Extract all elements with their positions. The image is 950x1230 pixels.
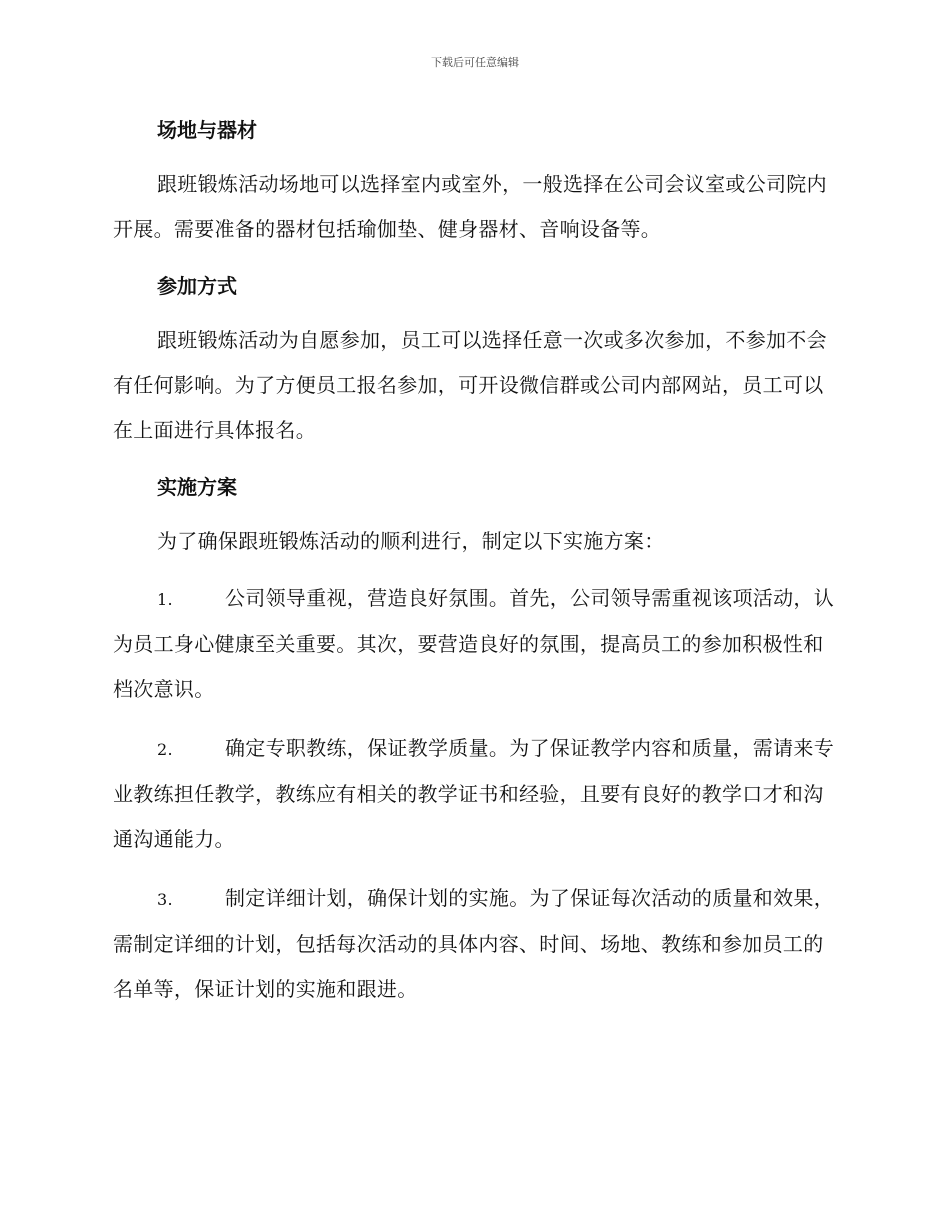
list-item — [113, 726, 835, 862]
document-body — [113, 110, 835, 1012]
paragraph-plan-intro: 为了确保跟班锻炼活动的顺利进行，制定以下实施方案： — [157, 529, 665, 553]
section-title-participation: 参加方式 — [157, 274, 237, 298]
paragraph-venue: 跟班锻炼活动场地可以选择室内或室外，一般选择在公司会议室或公司院内开展。需要准备的器材包括瑜伽垫、健身器材、音响设备等。 — [113, 172, 827, 241]
list-item-number: 3. — [157, 890, 173, 909]
section-title-venue: 场地与器材 — [157, 118, 257, 142]
list-item — [113, 876, 835, 1012]
paragraph-participation: 跟班锻炼活动为自愿参加，员工可以选择任意一次或多次参加，不参加不会有任何影响。为了方便员工报名参加，可开设微信群或公司内部网站，员工可以在上面进行具体报名。 — [113, 328, 827, 442]
list-item — [113, 576, 835, 712]
section-title-plan: 实施方案 — [157, 475, 237, 499]
list-item-text: 制定详细计划，确保计划的实施。为了保证每次活动的质量和效果，需制定详细的计划，包括每次活动的具体内容、时间、场地、教练和参加员工的名单等，保证计划的实施和跟进。 — [113, 886, 834, 1001]
page-header: 下载后可任意编辑 — [431, 56, 519, 69]
list-item-text: 确定专职教练，保证教学质量。为了保证教学内容和质量，需请来专业教练担任教学，教练应有相关的教学证书和经验，且要有良好的教学口才和沟通沟通能力。 — [113, 736, 834, 851]
list-item-number: 2. — [157, 740, 173, 759]
list-item-number: 1. — [157, 590, 173, 609]
list-item-text: 公司领导重视，营造良好氛围。首先，公司领导需重视该项活动，认为员工身心健康至关重要。其次，要营造良好的氛围，提高员工的参加积极性和档次意识。 — [113, 586, 834, 701]
